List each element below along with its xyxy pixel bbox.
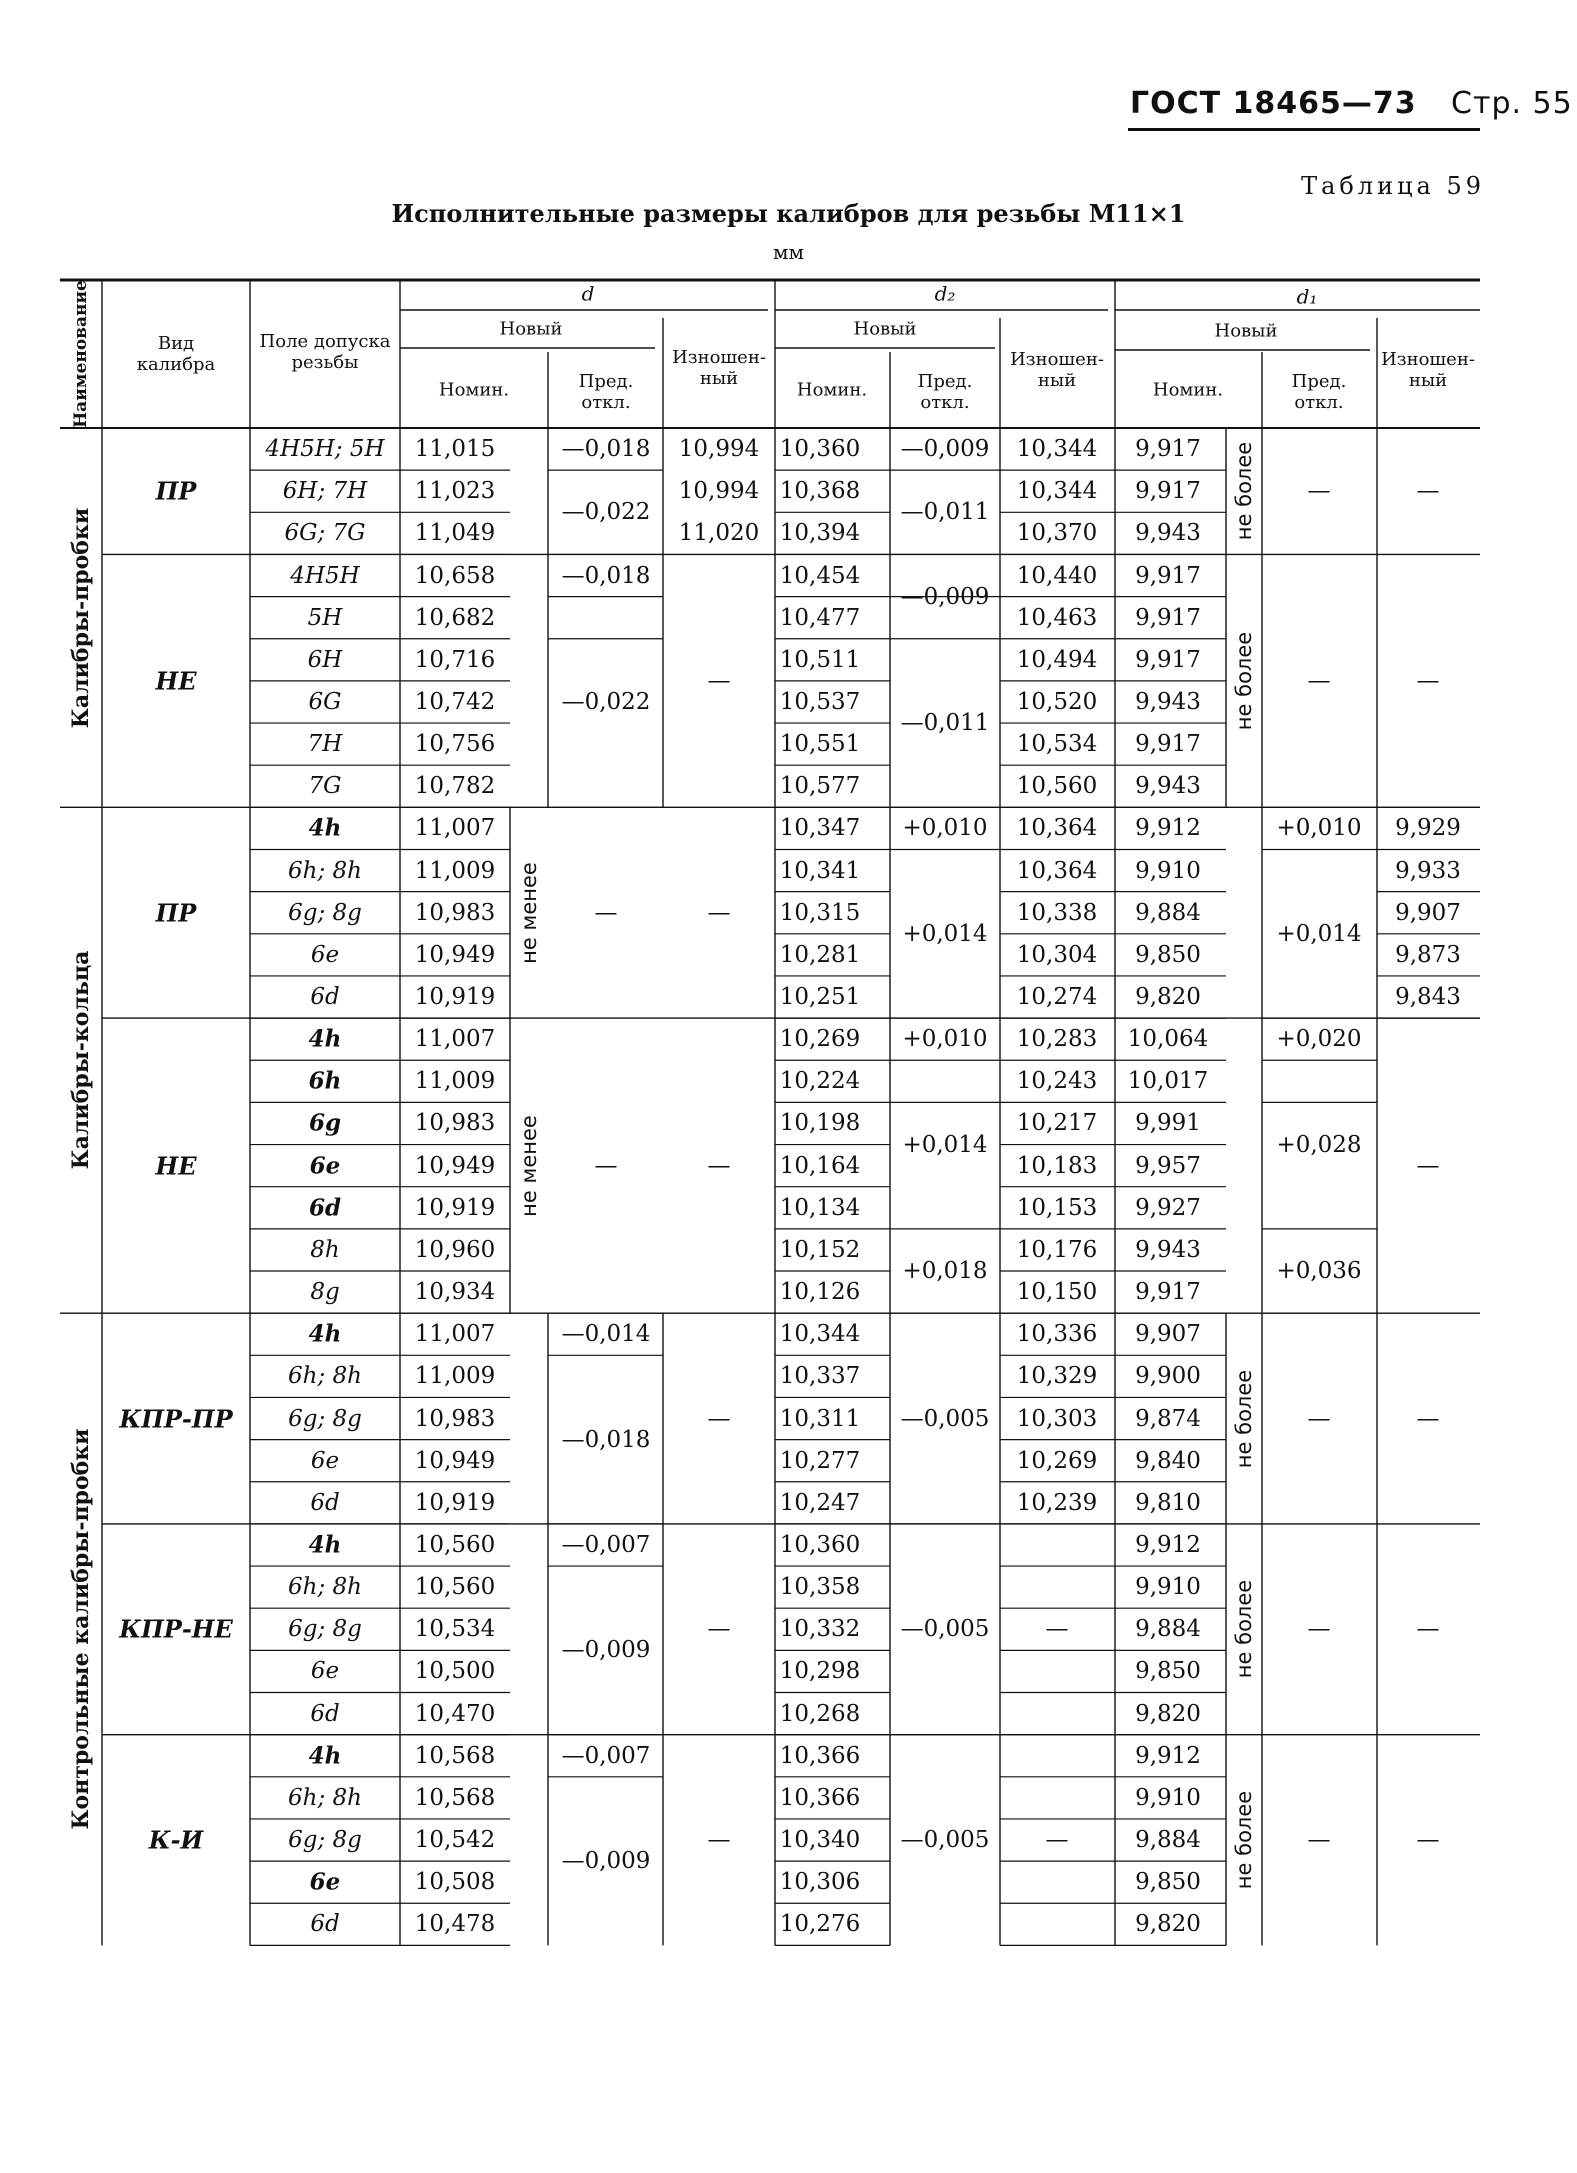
cell-d2-dev: —0,009 (900, 436, 990, 463)
cell-d1: 9,927 (1135, 1194, 1201, 1221)
cell-dash: — (1307, 478, 1331, 505)
section-label: Контрольные калибры-пробки (68, 1428, 94, 1830)
tolerance-field: 6e (310, 1447, 340, 1474)
cell-d2-dev: —0,005 (900, 1405, 990, 1432)
cell-d: 10,934 (414, 1279, 496, 1306)
cell-d1-worn: 9,929 (1395, 815, 1461, 842)
cell-d2-worn: 10,338 (1016, 899, 1098, 926)
cell-d2-worn: 10,520 (1016, 688, 1098, 715)
cell-d1: 9,900 (1135, 1363, 1201, 1390)
tolerance-field: 4h (308, 1320, 342, 1348)
cell-d: 10,560 (414, 1574, 496, 1601)
cell-d1: 9,884 (1135, 1827, 1201, 1854)
cell-d2: 10,344 (779, 1321, 861, 1348)
cell-d2: 10,394 (779, 520, 861, 547)
cell-d1-dev: +0,010 (1276, 815, 1362, 842)
cell-d: 11,049 (414, 520, 496, 547)
gauge-type-label: КПР-ПР (119, 1404, 233, 1434)
cell-d1: 9,957 (1135, 1152, 1201, 1179)
cell-d: 11,009 (414, 1363, 496, 1390)
tolerance-field: 6g; 8g (288, 899, 362, 926)
cell-d: 10,742 (414, 688, 496, 715)
header-d2-deviation: Пред. откл. (917, 371, 973, 413)
cell-d: 10,470 (414, 1700, 496, 1727)
gauge-type-label: КПР-НЕ (119, 1614, 233, 1644)
gauge-type-label: ПР (155, 476, 197, 506)
cell-d2: 10,247 (779, 1489, 861, 1516)
cell-d2-dev: —0,009 (900, 583, 990, 610)
cell-dash: — (707, 1827, 731, 1854)
cell-d2-dev: +0,014 (902, 920, 988, 947)
cell-d2-worn: 10,336 (1016, 1321, 1098, 1348)
cell-d: 11,009 (414, 1068, 496, 1095)
tolerance-field: 6e (309, 1868, 341, 1896)
cell-d1: 9,850 (1135, 1658, 1201, 1685)
tolerance-field: 6d (310, 1700, 340, 1727)
tolerance-field: 6h; 8h (288, 857, 362, 884)
cell-d2: 10,126 (779, 1279, 861, 1306)
cell-d2: 10,366 (779, 1784, 861, 1811)
tolerance-field: 6h; 8h (288, 1784, 362, 1811)
tolerance-field: 6H (307, 646, 343, 673)
tolerance-field: 4h (308, 1742, 342, 1770)
cell-d-worn: 11,020 (678, 520, 760, 547)
tolerance-field: 6e (310, 941, 340, 968)
header-gauge-type: Вид калибра (136, 333, 216, 375)
cell-d2-worn: 10,303 (1016, 1405, 1098, 1432)
cell-d2: 10,198 (779, 1110, 861, 1137)
cell-d2: 10,577 (779, 773, 861, 800)
cell-d2-worn: 10,494 (1016, 646, 1098, 673)
cell-dash: — (1416, 1152, 1440, 1179)
header-d-new: Новый (499, 318, 563, 340)
header-d1-worn: Изношен- ный (1381, 349, 1475, 391)
cell-d2: 10,315 (779, 899, 861, 926)
cell-d2: 10,341 (779, 857, 861, 884)
cell-d: 10,960 (414, 1236, 496, 1263)
cell-dash: — (707, 1616, 731, 1643)
note-not-more: не более (1232, 1369, 1256, 1468)
cell-d1: 9,810 (1135, 1489, 1201, 1516)
header-d2-new: Новый (853, 318, 917, 340)
cell-d2-worn: 10,283 (1016, 1026, 1098, 1053)
cell-d2: 10,281 (779, 941, 861, 968)
cell-d1: 9,917 (1135, 604, 1201, 631)
cell-dash: — (594, 1152, 618, 1179)
cell-d: 11,015 (414, 436, 496, 463)
cell-d2-dev: +0,014 (902, 1131, 988, 1158)
gauge-type-label: К-И (148, 1825, 204, 1855)
cell-d-dev: —0,007 (561, 1742, 651, 1769)
cell-d1: 9,943 (1135, 688, 1201, 715)
cell-d: 11,007 (414, 1321, 496, 1348)
tolerance-field: 6e (309, 1152, 341, 1180)
cell-d2: 10,134 (779, 1194, 861, 1221)
cell-d2: 10,337 (779, 1363, 861, 1390)
header-d2-worn: Изношен- ный (1010, 349, 1104, 391)
cell-d2: 10,537 (779, 688, 861, 715)
cell-d2: 10,454 (779, 562, 861, 589)
cell-d2-dev: —0,005 (900, 1616, 990, 1643)
cell-d2-dev: —0,005 (900, 1827, 990, 1854)
cell-dash: — (1416, 1405, 1440, 1432)
cell-d: 10,949 (414, 1447, 496, 1474)
cell-d2-worn: 10,560 (1016, 773, 1098, 800)
cell-d: 10,508 (414, 1869, 496, 1896)
cell-d-dev: —0,022 (561, 499, 651, 526)
cell-d: 10,782 (414, 773, 496, 800)
cell-d2: 10,366 (779, 1742, 861, 1769)
cell-d: 10,500 (414, 1658, 496, 1685)
cell-d-worn: 10,994 (678, 478, 760, 505)
table-title: Исполнительные размеры калибров для резьбы М11×1 (391, 199, 1186, 228)
table-unit: мм (772, 240, 805, 264)
cell-d: 10,568 (414, 1784, 496, 1811)
cell-d: 11,007 (414, 815, 496, 842)
cell-d2: 10,251 (779, 984, 861, 1011)
cell-d2: 10,332 (779, 1616, 861, 1643)
cell-d2-dev: +0,010 (902, 1026, 988, 1053)
cell-d-dev: —0,018 (561, 436, 651, 463)
cell-d2-dev: —0,011 (900, 710, 990, 737)
cell-d1: 9,884 (1135, 899, 1201, 926)
cell-d1: 9,850 (1135, 1869, 1201, 1896)
tolerance-field: 6d (310, 1911, 340, 1938)
note-not-more: не более (1232, 631, 1256, 731)
cell-d: 11,007 (414, 1026, 496, 1053)
tolerance-field: 6h; 8h (288, 1363, 362, 1390)
cell-dash: — (1307, 1616, 1331, 1643)
cell-d1: 9,917 (1135, 731, 1201, 758)
cell-d2: 10,276 (779, 1911, 861, 1938)
cell-d1: 10,064 (1127, 1026, 1209, 1053)
cell-d: 10,542 (414, 1827, 496, 1854)
cell-d2: 10,298 (779, 1658, 861, 1685)
cell-d1: 9,820 (1135, 1911, 1201, 1938)
cell-d2-dev: —0,011 (900, 499, 990, 526)
cell-dash: — (707, 667, 731, 694)
header-tolerance-field: Поле допуска резьбы (259, 331, 391, 373)
cell-d1: 9,820 (1135, 984, 1201, 1011)
tolerance-field: 6d (310, 984, 340, 1011)
cell-dash: — (1307, 667, 1331, 694)
tolerance-field: 6d (310, 1489, 340, 1516)
cell-d1: 9,884 (1135, 1616, 1201, 1643)
cell-d2: 10,551 (779, 731, 861, 758)
cell-d-dev: —0,014 (561, 1321, 651, 1348)
cell-d: 10,949 (414, 1152, 496, 1179)
cell-d: 10,478 (414, 1911, 496, 1938)
note-not-more: не более (1232, 442, 1256, 541)
cell-d1: 9,874 (1135, 1405, 1201, 1432)
header-d-nominal: Номин. (438, 379, 510, 401)
tolerance-field: 6g; 8g (288, 1827, 362, 1854)
tolerance-field: 4h (308, 1531, 342, 1559)
header-d2-nominal: Номин. (796, 379, 868, 401)
cell-d2: 10,311 (779, 1405, 861, 1432)
tolerance-field: 6G (308, 688, 342, 715)
cell-d2-dev: +0,010 (902, 815, 988, 842)
tolerance-field: 7G (308, 773, 342, 800)
header-d2: d₂ (934, 281, 956, 306)
note-not-more: не более (1232, 1580, 1256, 1679)
cell-dash: — (1307, 1827, 1331, 1854)
cell-d: 10,919 (414, 984, 496, 1011)
cell-d2: 10,360 (779, 436, 861, 463)
gauge-type-label: ПР (155, 898, 197, 928)
tolerance-field: 6g; 8g (288, 1616, 362, 1643)
tolerance-field: 6H; 7H (282, 478, 368, 505)
cell-d: 10,560 (414, 1531, 496, 1558)
cell-d-worn: 10,994 (678, 436, 760, 463)
cell-d2: 10,152 (779, 1236, 861, 1263)
header-d1: d₁ (1296, 284, 1318, 309)
cell-d1: 9,912 (1135, 815, 1201, 842)
cell-d2-worn: 10,304 (1016, 941, 1098, 968)
cell-d1-dev: +0,020 (1276, 1026, 1362, 1053)
cell-dash: — (1416, 478, 1440, 505)
cell-dash: — (1416, 1827, 1440, 1854)
tolerance-field: 4h (308, 814, 342, 842)
cell-d-dev: —0,022 (561, 688, 651, 715)
cell-d1-worn: 9,873 (1395, 941, 1461, 968)
cell-d2-worn: 10,269 (1016, 1447, 1098, 1474)
page-number: Стр. 55 (1451, 86, 1573, 121)
cell-d: 11,023 (414, 478, 496, 505)
cell-d2: 10,358 (779, 1574, 861, 1601)
cell-d1: 9,917 (1135, 436, 1201, 463)
cell-d: 10,756 (414, 731, 496, 758)
cell-d1: 9,917 (1135, 562, 1201, 589)
cell-d2: 10,224 (779, 1068, 861, 1095)
header-d-deviation: Пред. откл. (578, 371, 634, 413)
cell-d2-dev: +0,018 (902, 1258, 988, 1284)
cell-d: 10,919 (414, 1489, 496, 1516)
tolerance-field: 7H (307, 731, 343, 758)
cell-dash: — (707, 1405, 731, 1432)
tolerance-field: 4H5H; 5H (265, 436, 385, 463)
tolerance-field: 8h (310, 1236, 340, 1263)
cell-d: 10,658 (414, 562, 496, 589)
cell-d1-dev: +0,036 (1276, 1258, 1362, 1284)
cell-d2: 10,164 (779, 1152, 861, 1179)
cell-d: 11,009 (414, 857, 496, 884)
cell-dash: — (1045, 1827, 1069, 1854)
header-name: Наименование (71, 280, 91, 428)
cell-d2-worn: 10,150 (1016, 1279, 1098, 1306)
cell-d2-worn: 10,329 (1016, 1363, 1098, 1390)
cell-d: 10,919 (414, 1194, 496, 1221)
cell-d1: 9,917 (1135, 1279, 1201, 1306)
cell-d1: 9,917 (1135, 478, 1201, 505)
section-label: Калибры-пробки (68, 507, 94, 728)
cell-d1: 9,943 (1135, 773, 1201, 800)
header-d1-deviation: Пред. откл. (1291, 371, 1347, 413)
note-not-less: не менее (517, 1114, 541, 1217)
cell-d2-worn: 10,440 (1016, 562, 1098, 589)
header-d1-nominal: Номин. (1152, 379, 1224, 401)
cell-d1: 9,910 (1135, 857, 1201, 884)
cell-d2: 10,306 (779, 1869, 861, 1896)
cell-d2: 10,277 (779, 1447, 861, 1474)
cell-d1: 9,912 (1135, 1531, 1201, 1558)
cell-d1: 9,910 (1135, 1574, 1201, 1601)
cell-d1: 9,943 (1135, 520, 1201, 547)
cell-d-dev: —0,018 (561, 562, 651, 589)
cell-d-dev: —0,009 (561, 1637, 651, 1664)
cell-d2: 10,511 (779, 646, 861, 673)
table-number: Таблица 59 (1301, 172, 1485, 200)
cell-dash: — (707, 1152, 731, 1179)
cell-d: 10,949 (414, 941, 496, 968)
cell-d2-worn: 10,243 (1016, 1068, 1098, 1095)
note-not-less: не менее (517, 861, 541, 964)
tolerance-field: 6h (308, 1067, 342, 1095)
cell-d1-worn: 9,843 (1395, 984, 1461, 1011)
cell-dash: — (1416, 667, 1440, 694)
cell-d: 10,983 (414, 1405, 496, 1432)
tolerance-field: 6g (308, 1109, 342, 1137)
cell-d2-worn: 10,217 (1016, 1110, 1098, 1137)
cell-dash: — (707, 899, 731, 926)
cell-d2-worn: 10,364 (1016, 815, 1098, 842)
cell-d: 10,983 (414, 899, 496, 926)
cell-d1-worn: 9,907 (1395, 899, 1461, 926)
tolerance-field: 4h (308, 1025, 342, 1053)
section-label: Калибры-кольца (68, 950, 94, 1170)
tolerance-field: 6h; 8h (288, 1574, 362, 1601)
tolerance-field: 6d (308, 1194, 342, 1222)
tolerance-field: 6e (310, 1658, 340, 1685)
cell-d1: 9,943 (1135, 1236, 1201, 1263)
cell-d: 10,682 (414, 604, 496, 631)
cell-d-dev: —0,009 (561, 1848, 651, 1875)
cell-d1: 9,910 (1135, 1784, 1201, 1811)
cell-d: 10,534 (414, 1616, 496, 1643)
cell-d2-worn: 10,534 (1016, 731, 1098, 758)
cell-d: 10,983 (414, 1110, 496, 1137)
cell-d1: 9,991 (1135, 1110, 1201, 1137)
cell-d2-worn: 10,344 (1016, 478, 1098, 505)
cell-d2-worn: 10,274 (1016, 984, 1098, 1011)
cell-d: 10,568 (414, 1742, 496, 1769)
cell-d2-worn: 10,183 (1016, 1152, 1098, 1179)
cell-d: 10,716 (414, 646, 496, 673)
cell-d2: 10,368 (779, 478, 861, 505)
cell-dash: — (1307, 1405, 1331, 1432)
tolerance-field: 6g; 8g (288, 1405, 362, 1432)
cell-d2: 10,347 (779, 815, 861, 842)
header-d: d (581, 281, 595, 306)
cell-d2-worn: 10,463 (1016, 604, 1098, 631)
cell-d1: 9,820 (1135, 1700, 1201, 1727)
cell-d2-worn: 10,370 (1016, 520, 1098, 547)
header-d-worn: Изношен- ный (672, 347, 766, 389)
cell-d1-dev: +0,028 (1276, 1131, 1362, 1158)
cell-d2: 10,268 (779, 1700, 861, 1727)
standard-number: ГОСТ 18465—73 (1130, 86, 1417, 121)
cell-dash: — (1416, 1616, 1440, 1643)
cell-d1: 10,017 (1127, 1068, 1209, 1095)
cell-d2: 10,269 (779, 1026, 861, 1053)
gauge-type-label: НЕ (155, 666, 197, 696)
cell-d1: 9,907 (1135, 1321, 1201, 1348)
cell-d1: 9,912 (1135, 1742, 1201, 1769)
cell-d1-worn: 9,933 (1395, 857, 1461, 884)
cell-d1: 9,917 (1135, 646, 1201, 673)
cell-d2-worn: 10,239 (1016, 1489, 1098, 1516)
gauge-type-label: НЕ (155, 1151, 197, 1181)
cell-d-dev: —0,007 (561, 1531, 651, 1558)
cell-d2-worn: 10,364 (1016, 857, 1098, 884)
cell-d2: 10,477 (779, 604, 861, 631)
cell-d2: 10,340 (779, 1827, 861, 1854)
cell-d2-worn: 10,344 (1016, 436, 1098, 463)
cell-dash: — (594, 899, 618, 926)
cell-d1: 9,850 (1135, 941, 1201, 968)
tolerance-field: 5H (307, 604, 343, 631)
tolerance-field: 8g (310, 1279, 340, 1306)
cell-d1-dev: +0,014 (1276, 920, 1362, 947)
cell-d2-worn: 10,176 (1016, 1236, 1098, 1263)
cell-dash: — (1045, 1616, 1069, 1643)
cell-d-dev: —0,018 (561, 1426, 651, 1453)
cell-d2: 10,360 (779, 1531, 861, 1558)
header-d1-new: Новый (1214, 320, 1278, 342)
tolerance-field: 6G; 7G (284, 520, 366, 547)
cell-d1: 9,840 (1135, 1447, 1201, 1474)
note-not-more: не более (1232, 1790, 1256, 1890)
tolerance-field: 4H5H (290, 562, 360, 589)
cell-d2-worn: 10,153 (1016, 1194, 1098, 1221)
